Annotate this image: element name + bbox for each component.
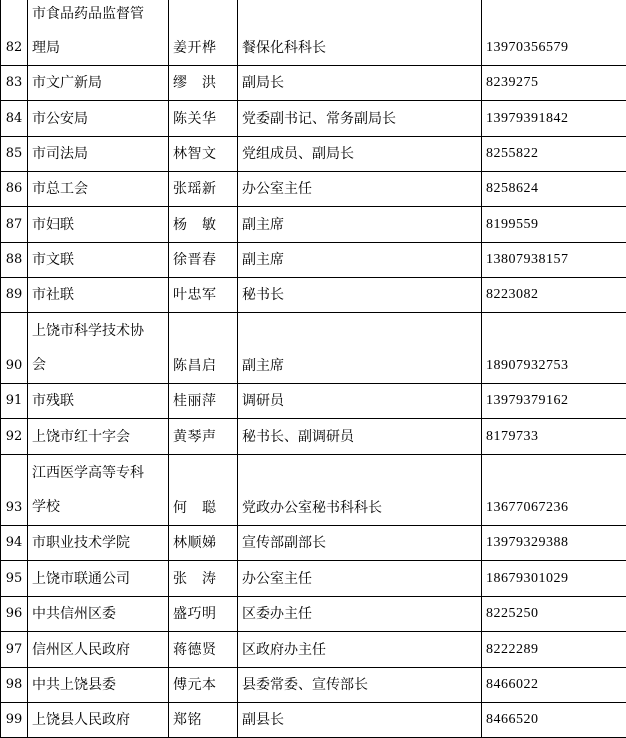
phone-number: 13979329388 [482,526,626,561]
organization-cell [28,278,169,313]
job-title: 党委副书记、常务副局长 [238,101,482,137]
row-number: 93 [1,455,28,526]
organization-cell [28,172,169,207]
organization-cell [28,0,169,66]
person-name: 杨 敏 [169,207,238,243]
table-row [1,101,626,137]
row-number: 90 [1,313,28,384]
person-name: 何 聪 [169,455,238,526]
row-number: 88 [1,243,28,278]
organization-cell [28,703,169,738]
organization-line: 市司法局 [32,145,168,163]
organization-line: 学校 [32,490,168,524]
row-number: 99 [1,703,28,738]
organization-line: 江西医学高等专科 [32,456,168,490]
organization-cell [28,66,169,101]
contact-table-body [1,0,626,738]
person-name: 盛巧明 [169,597,238,632]
organization-cell [28,419,169,455]
organization-line: 中共上饶县委 [32,676,168,694]
table-row [1,66,626,101]
phone-number: 8255822 [482,137,626,172]
job-title: 党政办公室秘书科科长 [238,455,482,526]
phone-number: 8258624 [482,172,626,207]
row-number: 98 [1,668,28,703]
person-name: 姜开桦 [169,0,238,66]
row-number: 95 [1,561,28,597]
organization-cell [28,526,169,561]
job-title: 调研员 [238,384,482,419]
job-title: 办公室主任 [238,172,482,207]
organization-line: 市社联 [32,286,168,304]
job-title: 副县长 [238,703,482,738]
organization-line: 会 [32,348,168,382]
job-title: 副主席 [238,207,482,243]
person-name: 缪 洪 [169,66,238,101]
table-row [1,384,626,419]
person-name: 张瑶新 [169,172,238,207]
row-number: 94 [1,526,28,561]
table-row [1,526,626,561]
person-name: 林智文 [169,137,238,172]
table-row [1,668,626,703]
job-title: 办公室主任 [238,561,482,597]
job-title: 副主席 [238,243,482,278]
row-number: 89 [1,278,28,313]
person-name: 蒋德贤 [169,632,238,668]
organization-line: 上饶县人民政府 [32,711,168,729]
phone-number: 13979379162 [482,384,626,419]
phone-number: 8225250 [482,597,626,632]
phone-number: 18679301029 [482,561,626,597]
phone-number: 8199559 [482,207,626,243]
organization-line: 信州区人民政府 [32,641,168,659]
organization-cell [28,384,169,419]
job-title: 县委常委、宣传部长 [238,668,482,703]
row-number: 85 [1,137,28,172]
phone-number: 13979391842 [482,101,626,137]
person-name: 叶忠军 [169,278,238,313]
organization-line: 市妇联 [32,216,168,234]
row-number: 86 [1,172,28,207]
job-title: 副局长 [238,66,482,101]
phone-number: 18907932753 [482,313,626,384]
person-name: 徐晋春 [169,243,238,278]
job-title: 区政府办主任 [238,632,482,668]
organization-line: 市残联 [32,392,168,410]
job-title: 副主席 [238,313,482,384]
table-row [1,172,626,207]
organization-line: 上饶市科学技术协 [32,314,168,348]
phone-number: 8239275 [482,66,626,101]
organization-line: 上饶市联通公司 [32,570,168,588]
organization-cell [28,455,169,526]
organization-cell [28,101,169,137]
person-name: 傅元本 [169,668,238,703]
person-name: 桂丽萍 [169,384,238,419]
phone-number: 8222289 [482,632,626,668]
phone-number: 8223082 [482,278,626,313]
organization-line: 市文广新局 [32,74,168,92]
table-row [1,632,626,668]
row-number: 82 [1,0,28,66]
row-number: 87 [1,207,28,243]
table-row [1,243,626,278]
table-row [1,597,626,632]
job-title: 党组成员、副局长 [238,137,482,172]
table-row [1,419,626,455]
phone-number: 8466022 [482,668,626,703]
organization-line: 上饶市红十字会 [32,428,168,446]
table-row [1,313,626,384]
job-title: 餐保化科科长 [238,0,482,66]
organization-line: 中共信州区委 [32,605,168,623]
organization-line: 理局 [32,31,168,65]
person-name: 张 涛 [169,561,238,597]
table-row [1,455,626,526]
person-name: 黄琴声 [169,419,238,455]
organization-cell [28,668,169,703]
organization-cell [28,243,169,278]
person-name: 林顺娣 [169,526,238,561]
organization-cell [28,561,169,597]
person-name: 陈昌启 [169,313,238,384]
row-number: 92 [1,419,28,455]
phone-number: 8179733 [482,419,626,455]
row-number: 96 [1,597,28,632]
table-row [1,0,626,66]
table-row [1,703,626,738]
organization-line: 市总工会 [32,180,168,198]
phone-number: 13807938157 [482,243,626,278]
organization-cell [28,137,169,172]
organization-line: 市食品药品监督管 [32,0,168,31]
person-name: 郑铭 [169,703,238,738]
row-number: 97 [1,632,28,668]
organization-line: 市文联 [32,251,168,269]
table-row [1,278,626,313]
job-title: 秘书长 [238,278,482,313]
organization-cell [28,207,169,243]
table-row [1,207,626,243]
job-title: 宣传部副部长 [238,526,482,561]
row-number: 84 [1,101,28,137]
phone-number: 8466520 [482,703,626,738]
job-title: 秘书长、副调研员 [238,419,482,455]
organization-cell [28,632,169,668]
row-number: 83 [1,66,28,101]
table-row [1,137,626,172]
organization-line: 市公安局 [32,110,168,128]
phone-number: 13677067236 [482,455,626,526]
organization-cell [28,597,169,632]
table-row [1,561,626,597]
job-title: 区委办主任 [238,597,482,632]
organization-cell [28,313,169,384]
row-number: 91 [1,384,28,419]
person-name: 陈关华 [169,101,238,137]
phone-number: 13970356579 [482,0,626,66]
organization-line: 市职业技术学院 [32,534,168,552]
